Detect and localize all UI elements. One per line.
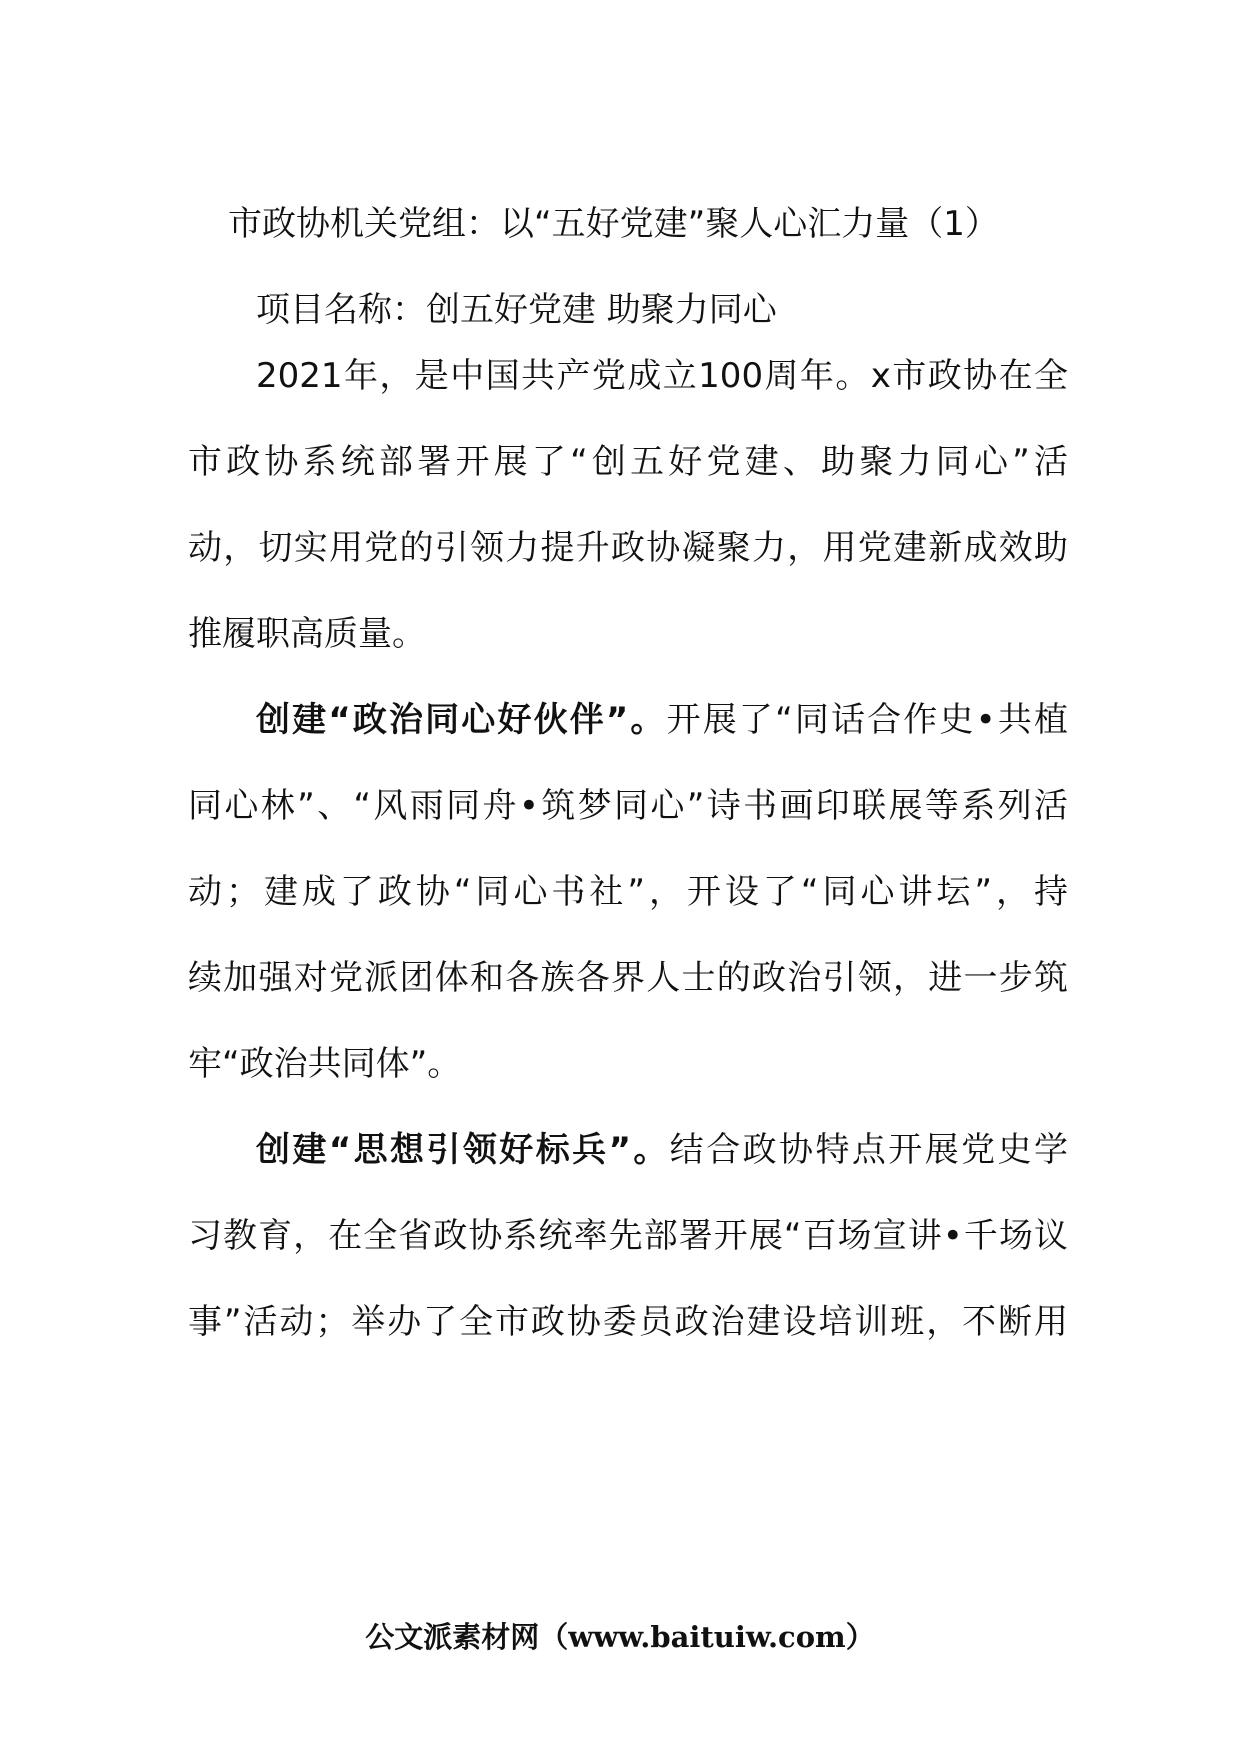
paragraph-3-line-3: 事”活动；举办了全市政协委员政治建设培训班，不断用 — [188, 1302, 1068, 1342]
project-name-line: 项目名称：创五好党建 助聚力同心 — [256, 290, 777, 330]
paragraph-2-line-4: 续加强对党派团体和各族各界人士的政治引领，进一步筑 — [188, 958, 1068, 998]
paragraph-3-text: 结合政协特点开展党史学 — [669, 1130, 1068, 1170]
paragraph-2-line-3: 动；建成了政协“同心书社”，开设了“同心讲坛”，持 — [188, 872, 1068, 912]
paragraph-1-line-2: 市政协系统部署开展了“创五好党建、助聚力同心”活 — [188, 442, 1068, 482]
footer-watermark: 公文派素材网（www.baituiw.com） — [365, 1620, 875, 1654]
paragraph-2-heading: 创建“政治同心好伙伴”。 — [256, 700, 667, 740]
paragraph-3-line-1 — [256, 1126, 1068, 1174]
document-title: 市政协机关党组：以“五好党建”聚人心汇力量（1） — [228, 204, 999, 244]
paragraph-2-line-2: 同心林”、“风雨同舟•筑梦同心”诗书画印联展等系列活 — [188, 786, 1068, 826]
paragraph-2-text: 开展了“同话合作史•共植 — [666, 700, 1068, 740]
paragraph-1-line-1: 2021年，是中国共产党成立100周年。x市政协在全 — [256, 356, 1068, 396]
paragraph-1-line-3: 动，切实用党的引领力提升政协凝聚力，用党建新成效助 — [188, 528, 1068, 568]
paragraph-2-line-1 — [256, 696, 1068, 744]
paragraph-3-heading: 创建“思想引领好标兵”。 — [256, 1130, 670, 1170]
paragraph-2-line-5: 牢“政治共同体”。 — [188, 1044, 462, 1084]
paragraph-1-line-4: 推履职高质量。 — [188, 614, 426, 654]
paragraph-3-line-2: 习教育，在全省政协系统率先部署开展“百场宣讲•千场议 — [188, 1216, 1068, 1256]
